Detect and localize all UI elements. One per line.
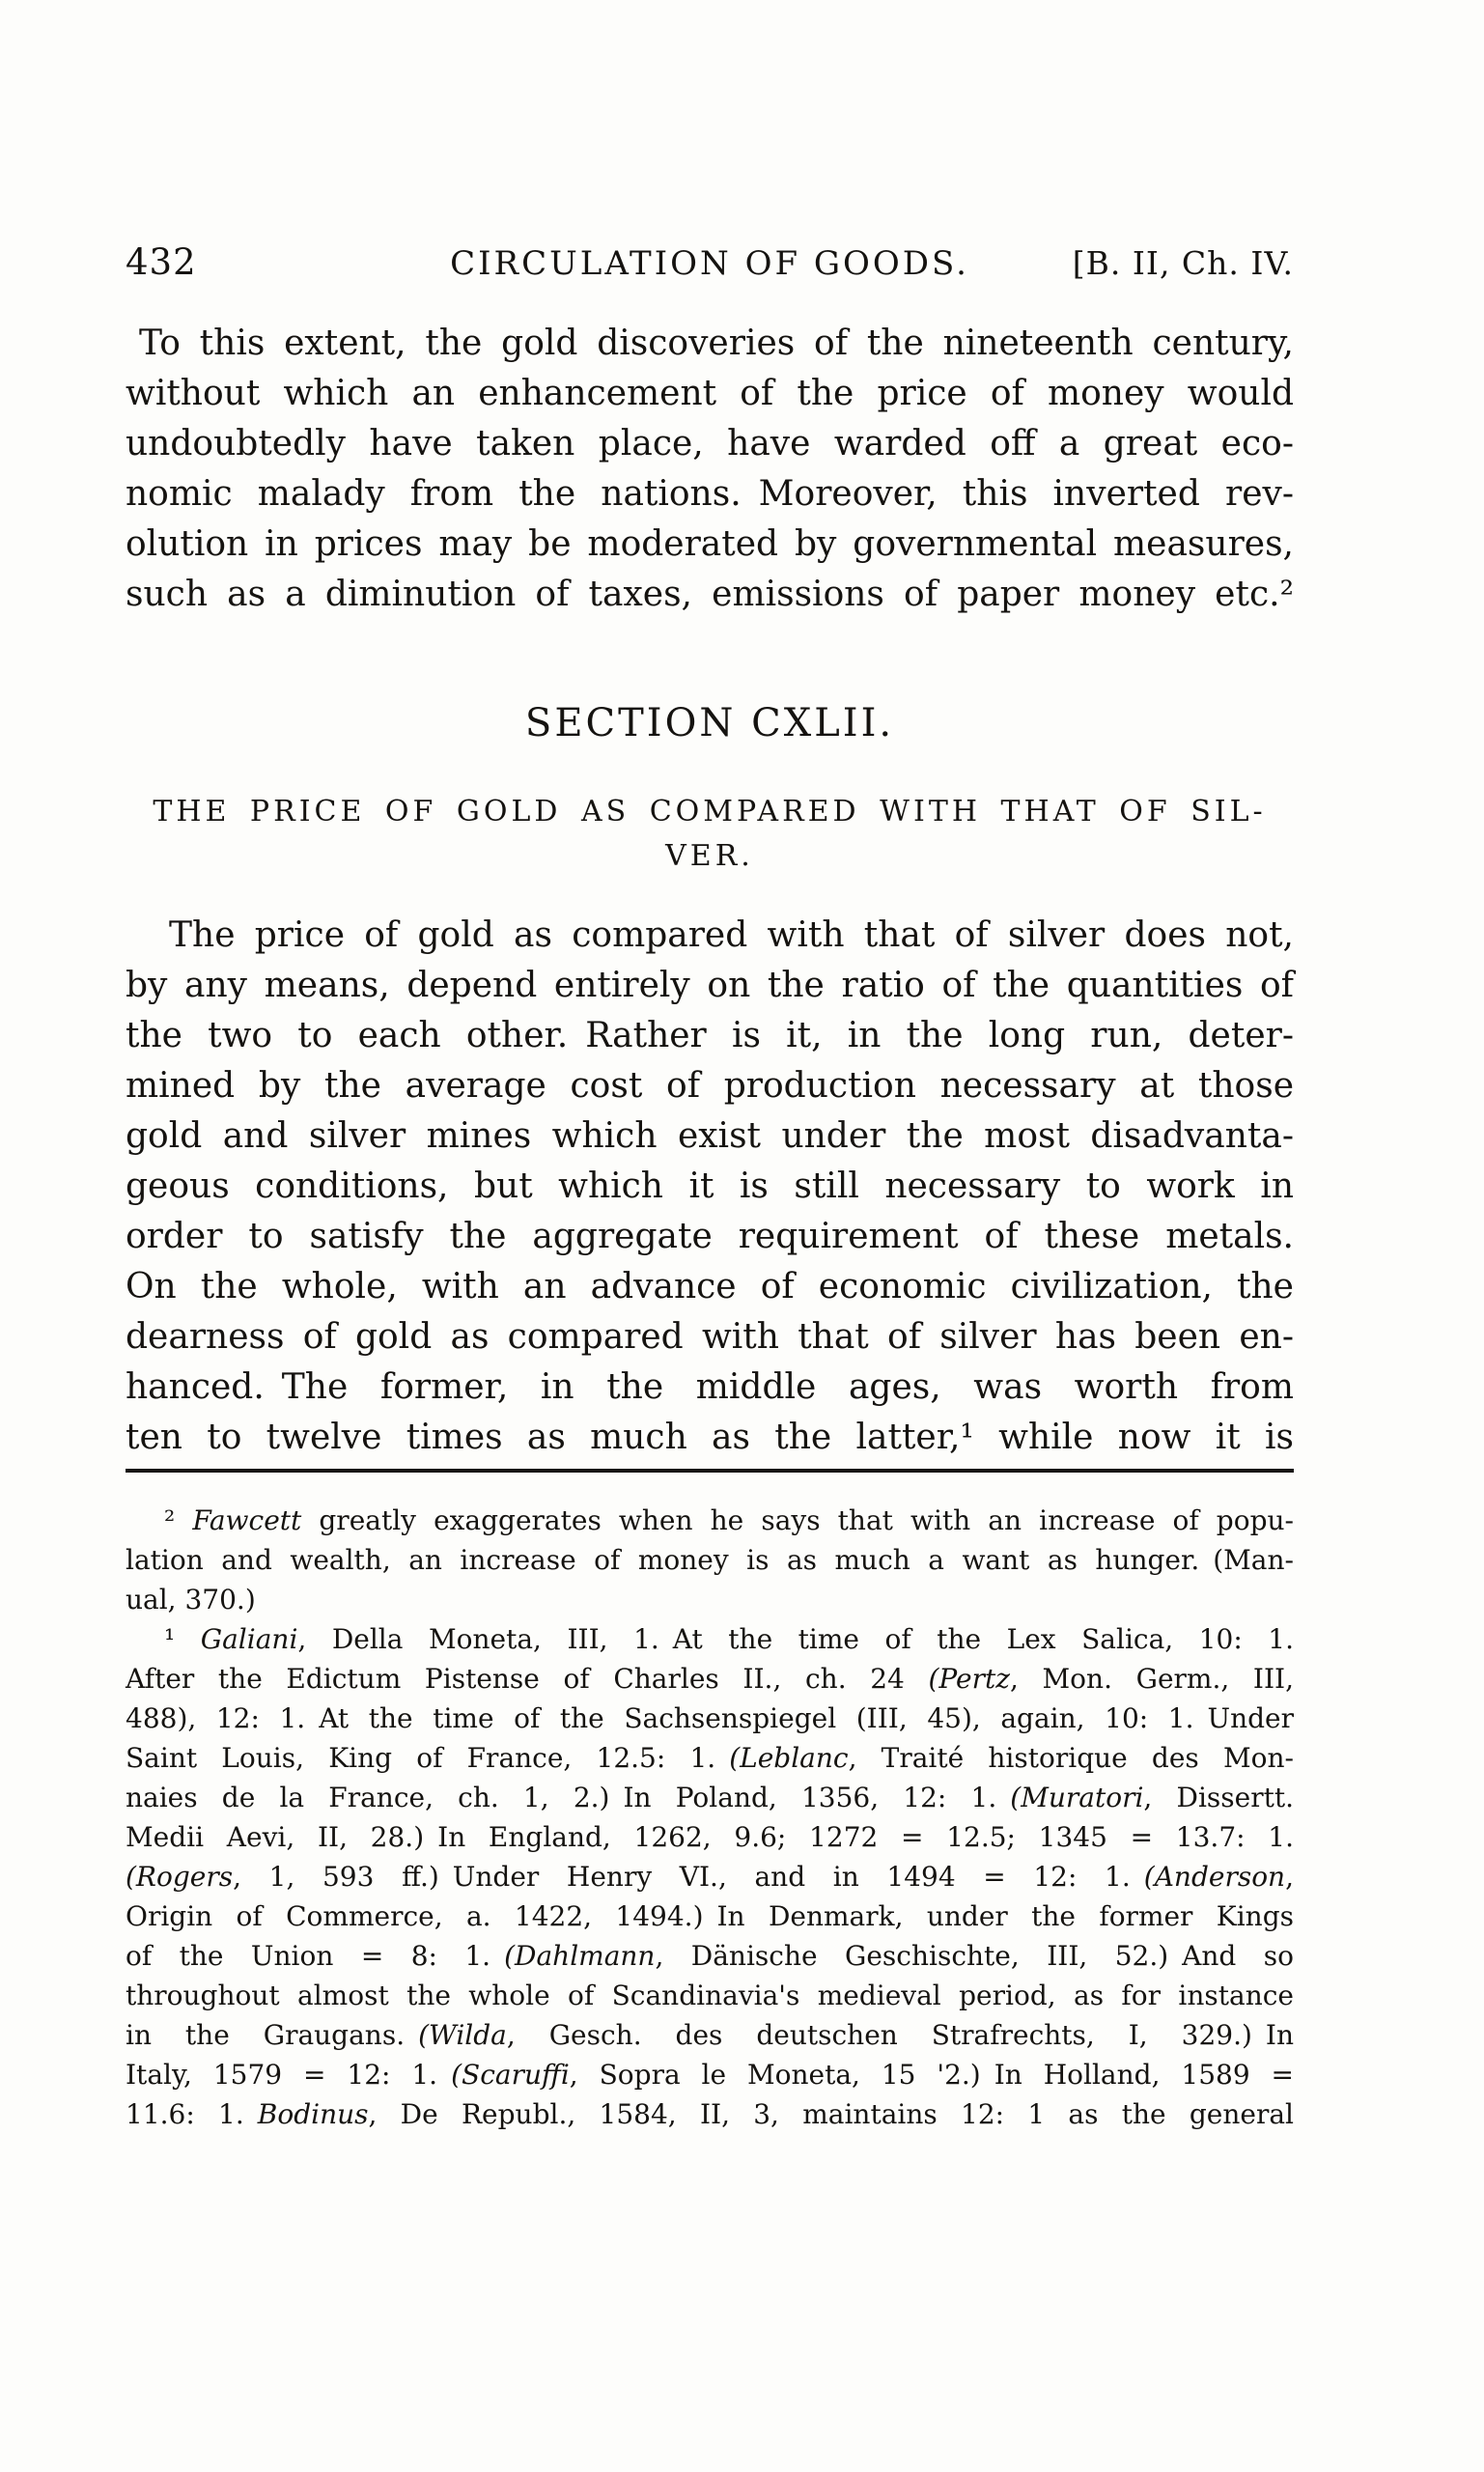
text-line: by any means, depend entirely on the ratio of the quantities of	[126, 966, 1294, 1005]
page-header	[126, 241, 1294, 283]
section-subheading	[126, 790, 1294, 879]
text-line: dearness of gold as compared with that of silver has been en-	[126, 1317, 1294, 1357]
text-line: the two to each other. Rather is it, in the long run, deter-	[126, 1016, 1294, 1055]
footnote-line: (Rogers, 1, 593 ff.) Under Henry VI., and in 1494 = 12: 1. (Anderson,	[126, 1861, 1294, 1893]
footnote-line: 488), 12: 1. At the time of the Sachsenspiegel (III, 45), again, 10: 1. Under	[126, 1702, 1294, 1734]
text-line: geous conditions, but which it is still necessary to work in	[126, 1166, 1294, 1206]
text-line: such as a diminution of taxes, emissions of paper money etc.²	[126, 575, 1294, 614]
text-line: olution in prices may be moderated by governmental measures,	[126, 524, 1294, 564]
footnote-line: ² Fawcett greatly exaggerates when he says that with an increase of popu-	[164, 1504, 1295, 1536]
footnote-line: ¹ Galiani, Della Moneta, III, 1. At the time of the Lex Salica, 10: 1.	[164, 1623, 1294, 1655]
text-line: without which an enhancement of the price of money would	[126, 374, 1294, 413]
intro-paragraph	[126, 319, 1294, 620]
text-line: undoubtedly have taken place, have warded off a great eco-	[126, 424, 1294, 464]
text-line: To this extent, the gold discoveries of the nineteenth century,	[139, 323, 1294, 363]
footnote-line: Italy, 1579 = 12: 1. (Scaruffi, Sopra le Moneta, 15 '2.) In Holland, 1589 =	[126, 2059, 1294, 2091]
footnote-galiani	[126, 1619, 1294, 2134]
text-line: mined by the average cost of production necessary at those	[126, 1066, 1294, 1106]
footnote-line: Medii Aevi, II, 28.) In England, 1262, 9.6; 1272 = 12.5; 1345 = 13.7: 1.	[126, 1821, 1294, 1853]
text-line: nomic malady from the nations. Moreover, this inverted rev-	[126, 474, 1294, 514]
text-line: order to satisfy the aggregate requirement of these metals.	[126, 1217, 1294, 1256]
subheading-line: THE PRICE OF GOLD AS COMPARED WITH THAT OF SIL-	[153, 795, 1267, 829]
text-line: gold and silver mines which exist under the most disadvanta-	[126, 1116, 1294, 1156]
text-line: ten to twelve times as much as the latter,¹ while now it is	[126, 1418, 1294, 1457]
footnote-line: naies de la France, ch. 1, 2.) In Poland, 1356, 12: 1. (Muratori, Dissertt.	[126, 1782, 1294, 1813]
text-line: On the whole, with an advance of economic civilization, the	[126, 1267, 1294, 1306]
chapter-reference: [B. II, Ch. IV.	[1072, 244, 1294, 282]
footnote-line: of the Union = 8: 1. (Dahlmann, Dänische Geschischte, III, 52.) And so	[126, 1940, 1294, 1972]
footnote-line: After the Edictum Pistense of Charles II., ch. 24 (Pertz, Mon. Germ., III,	[126, 1663, 1294, 1695]
footnote-line: Saint Louis, King of France, 12.5: 1. (Leblanc, Traité historique des Mon-	[126, 1742, 1294, 1774]
footnote-line: Origin of Commerce, a. 1422, 1494.) In Denmark, under the former Kings	[126, 1900, 1294, 1932]
footnote-line: lation and wealth, an increase of money is as much a want as hunger. (Man-	[126, 1544, 1294, 1576]
footnote-fawcett	[126, 1501, 1294, 1619]
footnote-line: ual, 370.)	[126, 1584, 256, 1615]
text-line: The price of gold as compared with that of silver does not,	[169, 915, 1294, 955]
page-number: 432	[126, 241, 197, 283]
footnote-divider	[126, 1469, 1294, 1473]
section-heading: SECTION CXLII.	[524, 701, 895, 745]
footnotes-block	[126, 1501, 1294, 2134]
footnote-line: throughout almost the whole of Scandinavia's medieval period, as for instance	[126, 1980, 1294, 2011]
body-paragraph	[126, 911, 1294, 1463]
footnote-line: 11.6: 1. Bodinus, De Republ., 1584, II, 3, maintains 12: 1 as the general	[126, 2098, 1294, 2130]
footnote-line: in the Graugans. (Wilda, Gesch. des deutschen Strafrechts, I, 329.) In	[126, 2019, 1294, 2051]
text-line: hanced. The former, in the middle ages, was worth from	[126, 1367, 1294, 1407]
running-title: CIRCULATION OF GOODS.	[450, 244, 969, 283]
subheading-line: VER.	[665, 839, 754, 873]
